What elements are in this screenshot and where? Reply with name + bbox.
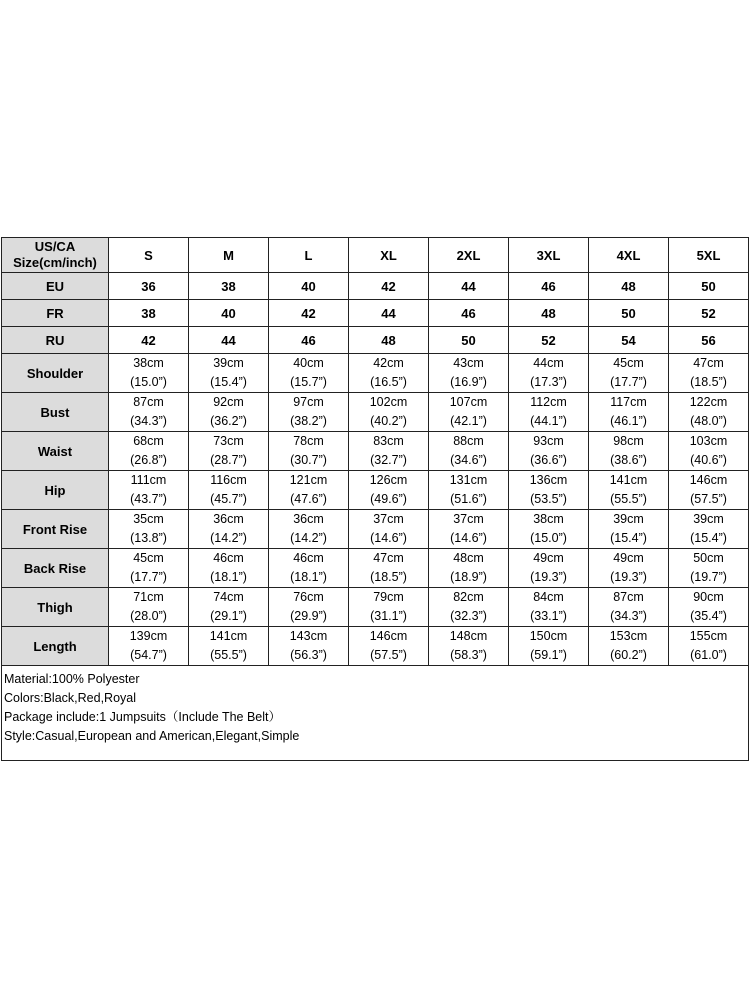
inch-value: (32.7”) xyxy=(370,453,407,467)
inch-value: (43.7”) xyxy=(130,492,167,506)
measurement-cell xyxy=(269,393,349,432)
row-label: Hip xyxy=(2,471,109,510)
conversion-cell: 52 xyxy=(669,300,749,327)
cm-value: 111cm xyxy=(130,473,167,487)
measurement-cell xyxy=(669,588,749,627)
conversion-row-fr xyxy=(2,300,749,327)
size-header-row xyxy=(2,238,749,273)
inch-value: (18.1”) xyxy=(290,570,327,584)
measurement-cell xyxy=(589,354,669,393)
cm-value: 82cm xyxy=(453,590,484,604)
row-label: Front Rise xyxy=(2,510,109,549)
measurement-cell xyxy=(669,510,749,549)
size-header-3xl: 3XL xyxy=(509,238,589,273)
inch-value: (16.9”) xyxy=(450,375,487,389)
package-text: Package include:1 Jumpsuits（Include The Belt） xyxy=(4,710,282,724)
inch-value: (19.7”) xyxy=(690,570,727,584)
cm-value: 39cm xyxy=(613,512,644,526)
inch-value: (18.1”) xyxy=(210,570,247,584)
cm-value: 46cm xyxy=(293,551,324,565)
inch-value: (18.9”) xyxy=(450,570,487,584)
inch-value: (34.3”) xyxy=(130,414,167,428)
measurement-cell xyxy=(429,510,509,549)
cm-value: 45cm xyxy=(613,356,644,370)
cm-value: 102cm xyxy=(369,395,408,409)
cm-value: 48cm xyxy=(453,551,484,565)
cm-value: 141cm xyxy=(609,473,648,487)
cm-value: 36cm xyxy=(213,512,244,526)
measurement-cell xyxy=(509,471,589,510)
inch-value: (53.5”) xyxy=(530,492,567,506)
measurement-cell xyxy=(509,588,589,627)
conversion-cell: 36 xyxy=(109,273,189,300)
inch-value: (19.3”) xyxy=(610,570,647,584)
inch-value: (36.6”) xyxy=(530,453,567,467)
measurement-cell xyxy=(349,510,429,549)
cm-value: 112cm xyxy=(530,395,567,409)
cm-value: 68cm xyxy=(133,434,164,448)
cm-value: 36cm xyxy=(293,512,324,526)
cm-value: 71cm xyxy=(133,590,164,604)
measurement-cell xyxy=(189,510,269,549)
measurement-cell xyxy=(669,354,749,393)
conversion-cell: 50 xyxy=(429,327,509,354)
conversion-cell: 46 xyxy=(509,273,589,300)
cm-value: 74cm xyxy=(213,590,244,604)
measurement-cell xyxy=(589,588,669,627)
colors-text: Colors:Black,Red,Royal xyxy=(4,691,136,705)
measurement-cell xyxy=(589,432,669,471)
conversion-cell: 44 xyxy=(429,273,509,300)
cm-value: 43cm xyxy=(453,356,484,370)
cm-value: 44cm xyxy=(533,356,564,370)
conversion-cell: 42 xyxy=(349,273,429,300)
inch-value: (46.1”) xyxy=(610,414,647,428)
inch-value: (38.6”) xyxy=(610,453,647,467)
cm-value: 35cm xyxy=(133,512,164,526)
measurement-cell xyxy=(189,549,269,588)
measurement-row-bust xyxy=(2,393,749,432)
measurement-cell xyxy=(429,471,509,510)
row-label: RU xyxy=(2,327,109,354)
inch-value: (49.6”) xyxy=(370,492,407,506)
cm-value: 78cm xyxy=(293,434,324,448)
conversion-cell: 42 xyxy=(109,327,189,354)
conversion-cell: 48 xyxy=(509,300,589,327)
measurement-cell xyxy=(269,471,349,510)
inch-value: (14.6”) xyxy=(450,531,487,545)
measurement-cell xyxy=(189,393,269,432)
material-text: Material:100% Polyester xyxy=(4,672,140,686)
cm-value: 76cm xyxy=(293,590,324,604)
measurement-cell xyxy=(429,354,509,393)
measurement-cell xyxy=(349,471,429,510)
measurement-cell xyxy=(669,549,749,588)
measurement-row-hip xyxy=(2,471,749,510)
cm-value: 42cm xyxy=(373,356,404,370)
inch-value: (42.1”) xyxy=(450,414,487,428)
measurement-cell xyxy=(509,393,589,432)
cm-value: 46cm xyxy=(213,551,244,565)
measurement-cell xyxy=(509,510,589,549)
measurement-row-waist xyxy=(2,432,749,471)
inch-value: (17.7”) xyxy=(610,375,647,389)
measurement-cell xyxy=(109,393,189,432)
inch-value: (44.1”) xyxy=(530,414,567,428)
measurement-cell xyxy=(189,471,269,510)
inch-value: (18.5”) xyxy=(690,375,727,389)
cm-value: 139cm xyxy=(129,629,168,643)
measurement-cell xyxy=(269,549,349,588)
cm-value: 87cm xyxy=(133,395,164,409)
inch-value: (17.3”) xyxy=(530,375,567,389)
cm-value: 49cm xyxy=(533,551,564,565)
row-label: Waist xyxy=(2,432,109,471)
corner-label-line2: Size(cm/inch) xyxy=(13,255,97,270)
measurement-cell xyxy=(349,354,429,393)
cm-value: 107cm xyxy=(449,395,488,409)
cm-value: 122cm xyxy=(689,395,728,409)
inch-value: (61.0”) xyxy=(690,648,727,662)
cm-value: 39cm xyxy=(213,356,244,370)
size-header-s: S xyxy=(109,238,189,273)
inch-value: (34.3”) xyxy=(610,609,647,623)
inch-value: (60.2”) xyxy=(610,648,647,662)
inch-value: (14.2”) xyxy=(210,531,247,545)
measurement-cell xyxy=(349,588,429,627)
cm-value: 146cm xyxy=(369,629,408,643)
conversion-cell: 46 xyxy=(429,300,509,327)
measurement-cell xyxy=(509,432,589,471)
cm-value: 39cm xyxy=(693,512,724,526)
measurement-row-front-rise xyxy=(2,510,749,549)
measurement-cell xyxy=(669,393,749,432)
cm-value: 90cm xyxy=(693,590,724,604)
row-label: Back Rise xyxy=(2,549,109,588)
measurement-row-thigh xyxy=(2,588,749,627)
cm-value: 47cm xyxy=(373,551,404,565)
cm-value: 126cm xyxy=(369,473,408,487)
inch-value: (34.6”) xyxy=(450,453,487,467)
cm-value: 121cm xyxy=(289,473,328,487)
measurement-cell xyxy=(189,432,269,471)
inch-value: (31.1”) xyxy=(370,609,407,623)
inch-value: (45.7”) xyxy=(210,492,247,506)
inch-value: (55.5”) xyxy=(210,648,247,662)
measurement-cell xyxy=(109,354,189,393)
conversion-row-eu xyxy=(2,273,749,300)
cm-value: 150cm xyxy=(529,629,568,643)
size-chart-table xyxy=(1,237,749,666)
inch-value: (15.7”) xyxy=(290,375,327,389)
cm-value: 84cm xyxy=(533,590,564,604)
measurement-cell xyxy=(589,393,669,432)
size-header-l: L xyxy=(269,238,349,273)
inch-value: (35.4”) xyxy=(690,609,727,623)
row-label: Shoulder xyxy=(2,354,109,393)
measurement-cell xyxy=(589,471,669,510)
inch-value: (29.1”) xyxy=(210,609,247,623)
cm-value: 136cm xyxy=(529,473,568,487)
size-header-4xl: 4XL xyxy=(589,238,669,273)
cm-value: 40cm xyxy=(293,356,324,370)
row-label: Thigh xyxy=(2,588,109,627)
inch-value: (15.4”) xyxy=(690,531,727,545)
corner-header-cell xyxy=(2,238,109,273)
inch-value: (19.3”) xyxy=(530,570,567,584)
cm-value: 37cm xyxy=(453,512,484,526)
cm-value: 92cm xyxy=(213,395,244,409)
inch-value: (15.4”) xyxy=(210,375,247,389)
size-header-xl: XL xyxy=(349,238,429,273)
measurement-cell xyxy=(189,354,269,393)
cm-value: 148cm xyxy=(449,629,488,643)
measurement-cell xyxy=(589,549,669,588)
cm-value: 103cm xyxy=(689,434,728,448)
size-header-5xl: 5XL xyxy=(669,238,749,273)
inch-value: (48.0”) xyxy=(690,414,727,428)
inch-value: (15.0”) xyxy=(130,375,167,389)
conversion-cell: 38 xyxy=(109,300,189,327)
cm-value: 87cm xyxy=(613,590,644,604)
inch-value: (26.8”) xyxy=(130,453,167,467)
measurement-cell xyxy=(429,393,509,432)
inch-value: (18.5”) xyxy=(370,570,407,584)
cm-value: 131cm xyxy=(449,473,488,487)
measurement-cell xyxy=(669,432,749,471)
inch-value: (40.2”) xyxy=(370,414,407,428)
cm-value: 73cm xyxy=(213,434,244,448)
conversion-cell: 38 xyxy=(189,273,269,300)
measurement-cell xyxy=(269,432,349,471)
inch-value: (59.1”) xyxy=(530,648,567,662)
measurement-cell xyxy=(109,588,189,627)
inch-value: (14.2”) xyxy=(290,531,327,545)
cm-value: 79cm xyxy=(373,590,404,604)
inch-value: (38.2”) xyxy=(290,414,327,428)
inch-value: (29.9”) xyxy=(290,609,327,623)
measurement-cell xyxy=(109,510,189,549)
cm-value: 93cm xyxy=(533,434,564,448)
measurement-cell xyxy=(669,471,749,510)
measurement-cell xyxy=(349,393,429,432)
inch-value: (30.7”) xyxy=(290,453,327,467)
cm-value: 153cm xyxy=(609,629,648,643)
cm-value: 117cm xyxy=(610,395,647,409)
measurement-cell xyxy=(509,549,589,588)
inch-value: (32.3”) xyxy=(450,609,487,623)
measurement-cell xyxy=(349,549,429,588)
cm-value: 98cm xyxy=(613,434,644,448)
inch-value: (40.6”) xyxy=(690,453,727,467)
inch-value: (33.1”) xyxy=(530,609,567,623)
inch-value: (57.5”) xyxy=(690,492,727,506)
inch-value: (55.5”) xyxy=(610,492,647,506)
style-text: Style:Casual,European and American,Elegant,Simple xyxy=(4,729,300,743)
measurement-row-shoulder xyxy=(2,354,749,393)
conversion-cell: 44 xyxy=(349,300,429,327)
measurement-cell xyxy=(269,588,349,627)
measurement-cell xyxy=(269,510,349,549)
size-header-m: M xyxy=(189,238,269,273)
measurement-cell xyxy=(589,510,669,549)
row-label: EU xyxy=(2,273,109,300)
conversion-cell: 42 xyxy=(269,300,349,327)
cm-value: 37cm xyxy=(373,512,404,526)
measurement-row-back-rise xyxy=(2,549,749,588)
cm-value: 38cm xyxy=(133,356,164,370)
measurement-cell xyxy=(509,354,589,393)
measurement-cell xyxy=(269,354,349,393)
row-label: FR xyxy=(2,300,109,327)
inch-value: (15.0”) xyxy=(530,531,567,545)
inch-value: (16.5”) xyxy=(370,375,407,389)
product-info-box xyxy=(1,658,749,761)
size-header-2xl: 2XL xyxy=(429,238,509,273)
measurement-cell xyxy=(109,432,189,471)
cm-value: 83cm xyxy=(373,434,404,448)
inch-value: (47.6”) xyxy=(290,492,327,506)
cm-value: 47cm xyxy=(693,356,724,370)
inch-value: (28.7”) xyxy=(210,453,247,467)
row-label: Length xyxy=(2,627,109,666)
cm-value: 50cm xyxy=(693,551,724,565)
conversion-cell: 48 xyxy=(349,327,429,354)
cm-value: 49cm xyxy=(613,551,644,565)
conversion-cell: 50 xyxy=(589,300,669,327)
cm-value: 38cm xyxy=(533,512,564,526)
cm-value: 143cm xyxy=(289,629,328,643)
inch-value: (28.0”) xyxy=(130,609,167,623)
conversion-cell: 50 xyxy=(669,273,749,300)
measurement-cell xyxy=(189,588,269,627)
measurement-cell xyxy=(109,549,189,588)
cm-value: 45cm xyxy=(133,551,164,565)
measurement-cell xyxy=(349,432,429,471)
inch-value: (14.6”) xyxy=(370,531,407,545)
inch-value: (58.3”) xyxy=(450,648,487,662)
measurement-cell xyxy=(429,432,509,471)
inch-value: (54.7”) xyxy=(130,648,167,662)
inch-value: (13.8”) xyxy=(130,531,167,545)
conversion-cell: 40 xyxy=(189,300,269,327)
conversion-cell: 56 xyxy=(669,327,749,354)
conversion-cell: 44 xyxy=(189,327,269,354)
conversion-row-ru xyxy=(2,327,749,354)
measurement-cell xyxy=(429,588,509,627)
conversion-cell: 46 xyxy=(269,327,349,354)
conversion-cell: 54 xyxy=(589,327,669,354)
inch-value: (36.2”) xyxy=(210,414,247,428)
cm-value: 146cm xyxy=(689,473,728,487)
corner-label-line1: US/CA xyxy=(34,239,76,254)
row-label: Bust xyxy=(2,393,109,432)
inch-value: (17.7”) xyxy=(130,570,167,584)
measurement-cell xyxy=(109,471,189,510)
cm-value: 141cm xyxy=(209,629,248,643)
inch-value: (57.5”) xyxy=(370,648,407,662)
conversion-cell: 48 xyxy=(589,273,669,300)
conversion-cell: 40 xyxy=(269,273,349,300)
cm-value: 116cm xyxy=(210,473,247,487)
cm-value: 155cm xyxy=(689,629,728,643)
inch-value: (51.6”) xyxy=(450,492,487,506)
inch-value: (15.4”) xyxy=(610,531,647,545)
cm-value: 88cm xyxy=(453,434,484,448)
conversion-cell: 52 xyxy=(509,327,589,354)
cm-value: 97cm xyxy=(293,395,324,409)
measurement-cell xyxy=(429,549,509,588)
inch-value: (56.3”) xyxy=(290,648,327,662)
